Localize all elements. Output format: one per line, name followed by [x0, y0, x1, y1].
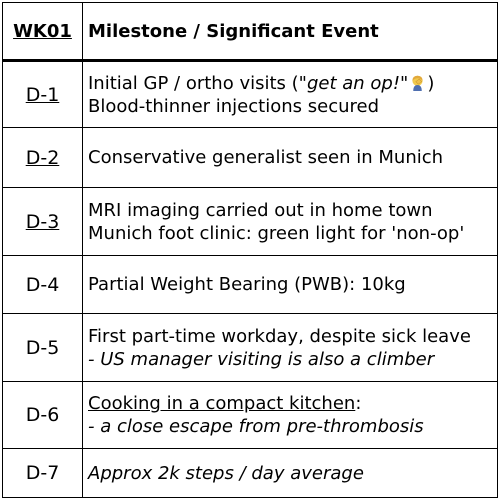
milestone-line: Partial Weight Bearing (PWB): 10kg — [88, 274, 406, 295]
day-label: D-1 — [3, 62, 83, 127]
table-row — [3, 382, 497, 449]
milestone-line: - US manager visiting is also a climber — [88, 348, 435, 370]
table-row — [3, 256, 497, 314]
milestone-line: Approx 2k steps / day average — [88, 462, 364, 484]
milestone-cell — [83, 449, 497, 497]
table-row — [3, 188, 497, 256]
week-header: WK01 — [3, 3, 83, 59]
milestone-line — [88, 392, 497, 415]
milestone-header: Milestone / Significant Event — [88, 20, 379, 42]
table-row — [3, 128, 497, 188]
milestone-quote: "get an op!" — [298, 72, 409, 94]
table-row — [3, 449, 497, 497]
milestone-line: Blood-thinner injections secured — [88, 95, 379, 117]
milestone-cell — [83, 256, 497, 313]
facepalm-icon — [409, 74, 426, 91]
milestone-line: Munich foot clinic: green light for 'non-op' — [88, 222, 465, 244]
day-label: D-2 — [3, 128, 83, 187]
milestone-cell — [83, 188, 497, 255]
table-row — [3, 314, 497, 382]
milestone-cell — [83, 128, 497, 187]
table-header-row — [3, 3, 497, 62]
milestone-line — [88, 72, 497, 95]
day-label: D-4 — [3, 256, 83, 313]
day-label: D-7 — [3, 449, 83, 497]
milestone-text: ) — [427, 72, 435, 94]
milestone-text: Initial GP / ortho visits ( — [88, 72, 299, 94]
milestone-table — [2, 2, 498, 498]
milestone-text: : — [355, 393, 362, 414]
day-label: D-5 — [3, 314, 83, 381]
milestone-line: MRI imaging carried out in home town — [88, 199, 433, 221]
milestone-line: First part-time workday, despite sick leave — [88, 325, 471, 347]
table-row — [3, 62, 497, 128]
day-label: D-3 — [3, 188, 83, 255]
milestone-cell — [83, 382, 497, 448]
milestone-text: Cooking in a compact kitchen — [88, 393, 356, 414]
day-label: D-6 — [3, 382, 83, 448]
milestone-cell — [83, 314, 497, 381]
milestone-line: - a close escape from pre-thrombosis — [88, 416, 424, 437]
milestone-line: Conservative generalist seen in Munich — [88, 147, 444, 168]
milestone-cell — [83, 62, 497, 127]
